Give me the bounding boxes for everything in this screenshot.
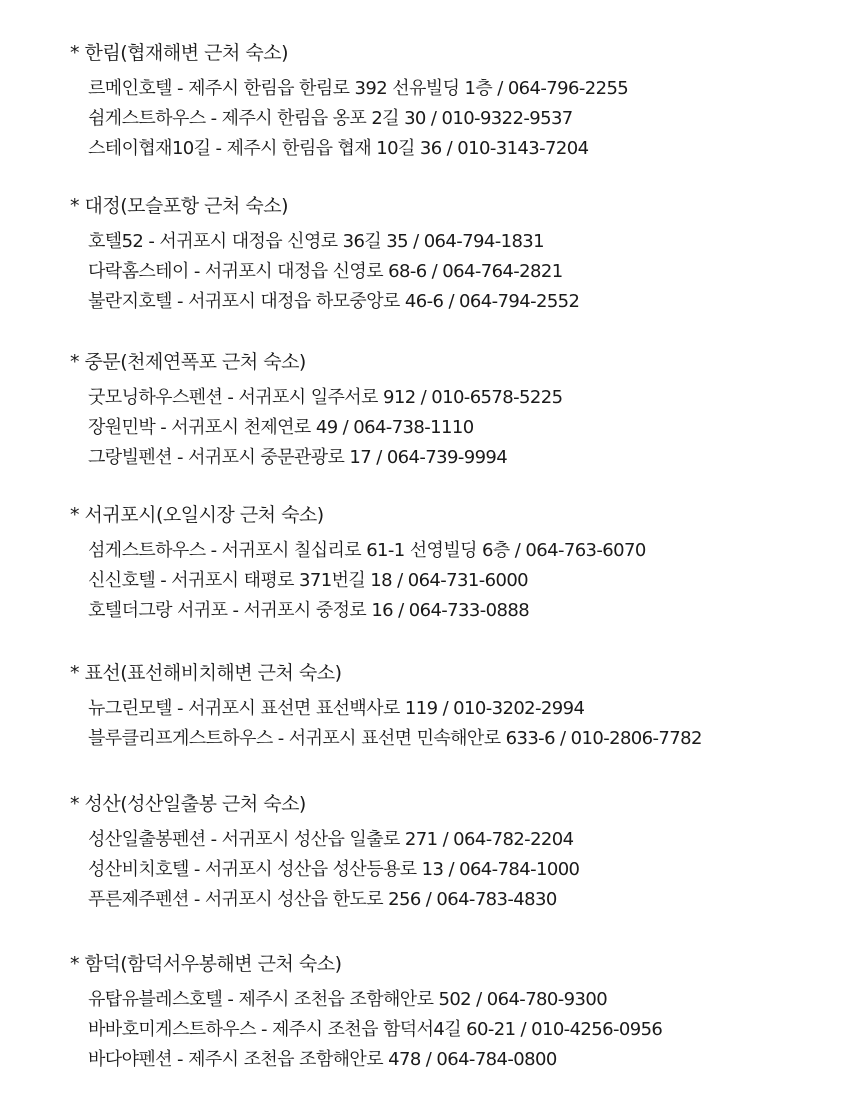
section-hallim [70,41,850,164]
section-heading: * 표선(표선해비치해변 근처 숙소) [70,662,342,684]
accommodation-item: 스테이협재10길 - 제주시 한림읍 협재 10길 36 / 010-3143-7204 [88,138,589,159]
accommodation-list [70,694,850,754]
section-heading: * 한림(협재해변 근처 숙소) [70,42,288,64]
section-heading: * 중문(천제연폭포 근처 숙소) [70,351,306,373]
accommodation-item: 쉼게스트하우스 - 제주시 한림읍 옹포 2길 30 / 010-9322-9537 [88,108,573,129]
section-seogwipo [70,503,850,626]
accommodation-item: 블루클리프게스트하우스 - 서귀포시 표선면 민속해안로 633-6 / 010-2806-7782 [88,728,702,749]
section-heading: * 서귀포시(오일시장 근처 숙소) [70,504,324,526]
accommodation-item: 장원민박 - 서귀포시 천제연로 49 / 064-738-1110 [88,417,474,438]
accommodation-item: 바다야펜션 - 제주시 조천읍 조함해안로 478 / 064-784-0800 [88,1049,557,1070]
accommodation-list [70,985,850,1075]
section-daejeong [70,194,850,317]
accommodation-item: 유탑유블레스호텔 - 제주시 조천읍 조함해안로 502 / 064-780-9300 [88,989,608,1010]
accommodation-item: 다락홈스테이 - 서귀포시 대정읍 신영로 68-6 / 064-764-2821 [88,261,563,282]
accommodation-item: 푸른제주펜션 - 서귀포시 성산읍 한도로 256 / 064-783-4830 [88,889,557,910]
accommodation-item: 굿모닝하우스펜션 - 서귀포시 일주서로 912 / 010-6578-5225 [88,387,563,408]
accommodation-item: 신신호텔 - 서귀포시 태평로 371번길 18 / 064-731-6000 [88,570,529,591]
section-hamdeok [70,952,850,1075]
accommodation-item: 불란지호텔 - 서귀포시 대정읍 하모중앙로 46-6 / 064-794-2552 [88,291,580,312]
accommodation-list [70,825,850,915]
accommodation-list [70,383,850,473]
accommodation-list [70,227,850,317]
accommodation-item: 섬게스트하우스 - 서귀포시 칠십리로 61-1 선영빌딩 6층 / 064-763-6070 [88,540,646,561]
accommodation-item: 호텔더그랑 서귀포 - 서귀포시 중정로 16 / 064-733-0888 [88,600,530,621]
accommodation-item: 르메인호텔 - 제주시 한림읍 한림로 392 선유빌딩 1층 / 064-796-2255 [88,78,629,99]
accommodation-list [70,536,850,626]
accommodation-item: 호텔52 - 서귀포시 대정읍 신영로 36길 35 / 064-794-1831 [88,231,545,252]
accommodation-item: 뉴그린모텔 - 서귀포시 표선면 표선백사로 119 / 010-3202-2994 [88,698,585,719]
section-heading: * 대정(모슬포항 근처 숙소) [70,195,288,217]
accommodation-list [70,74,850,164]
section-heading: * 성산(성산일출봉 근처 숙소) [70,793,306,815]
accommodation-item: 바바호미게스트하우스 - 제주시 조천읍 함덕서4길 60-21 / 010-4256-0956 [88,1019,663,1040]
section-pyoseon [70,661,850,754]
accommodation-item: 그랑빌펜션 - 서귀포시 중문관광로 17 / 064-739-9994 [88,447,508,468]
accommodation-item: 성산비치호텔 - 서귀포시 성산읍 성산등용로 13 / 064-784-1000 [88,859,580,880]
accommodation-item: 성산일출봉펜션 - 서귀포시 성산읍 일출로 271 / 064-782-2204 [88,829,574,850]
section-jungmun [70,350,850,473]
section-heading: * 함덕(함덕서우봉해변 근처 숙소) [70,953,342,975]
section-seongsan [70,792,850,915]
